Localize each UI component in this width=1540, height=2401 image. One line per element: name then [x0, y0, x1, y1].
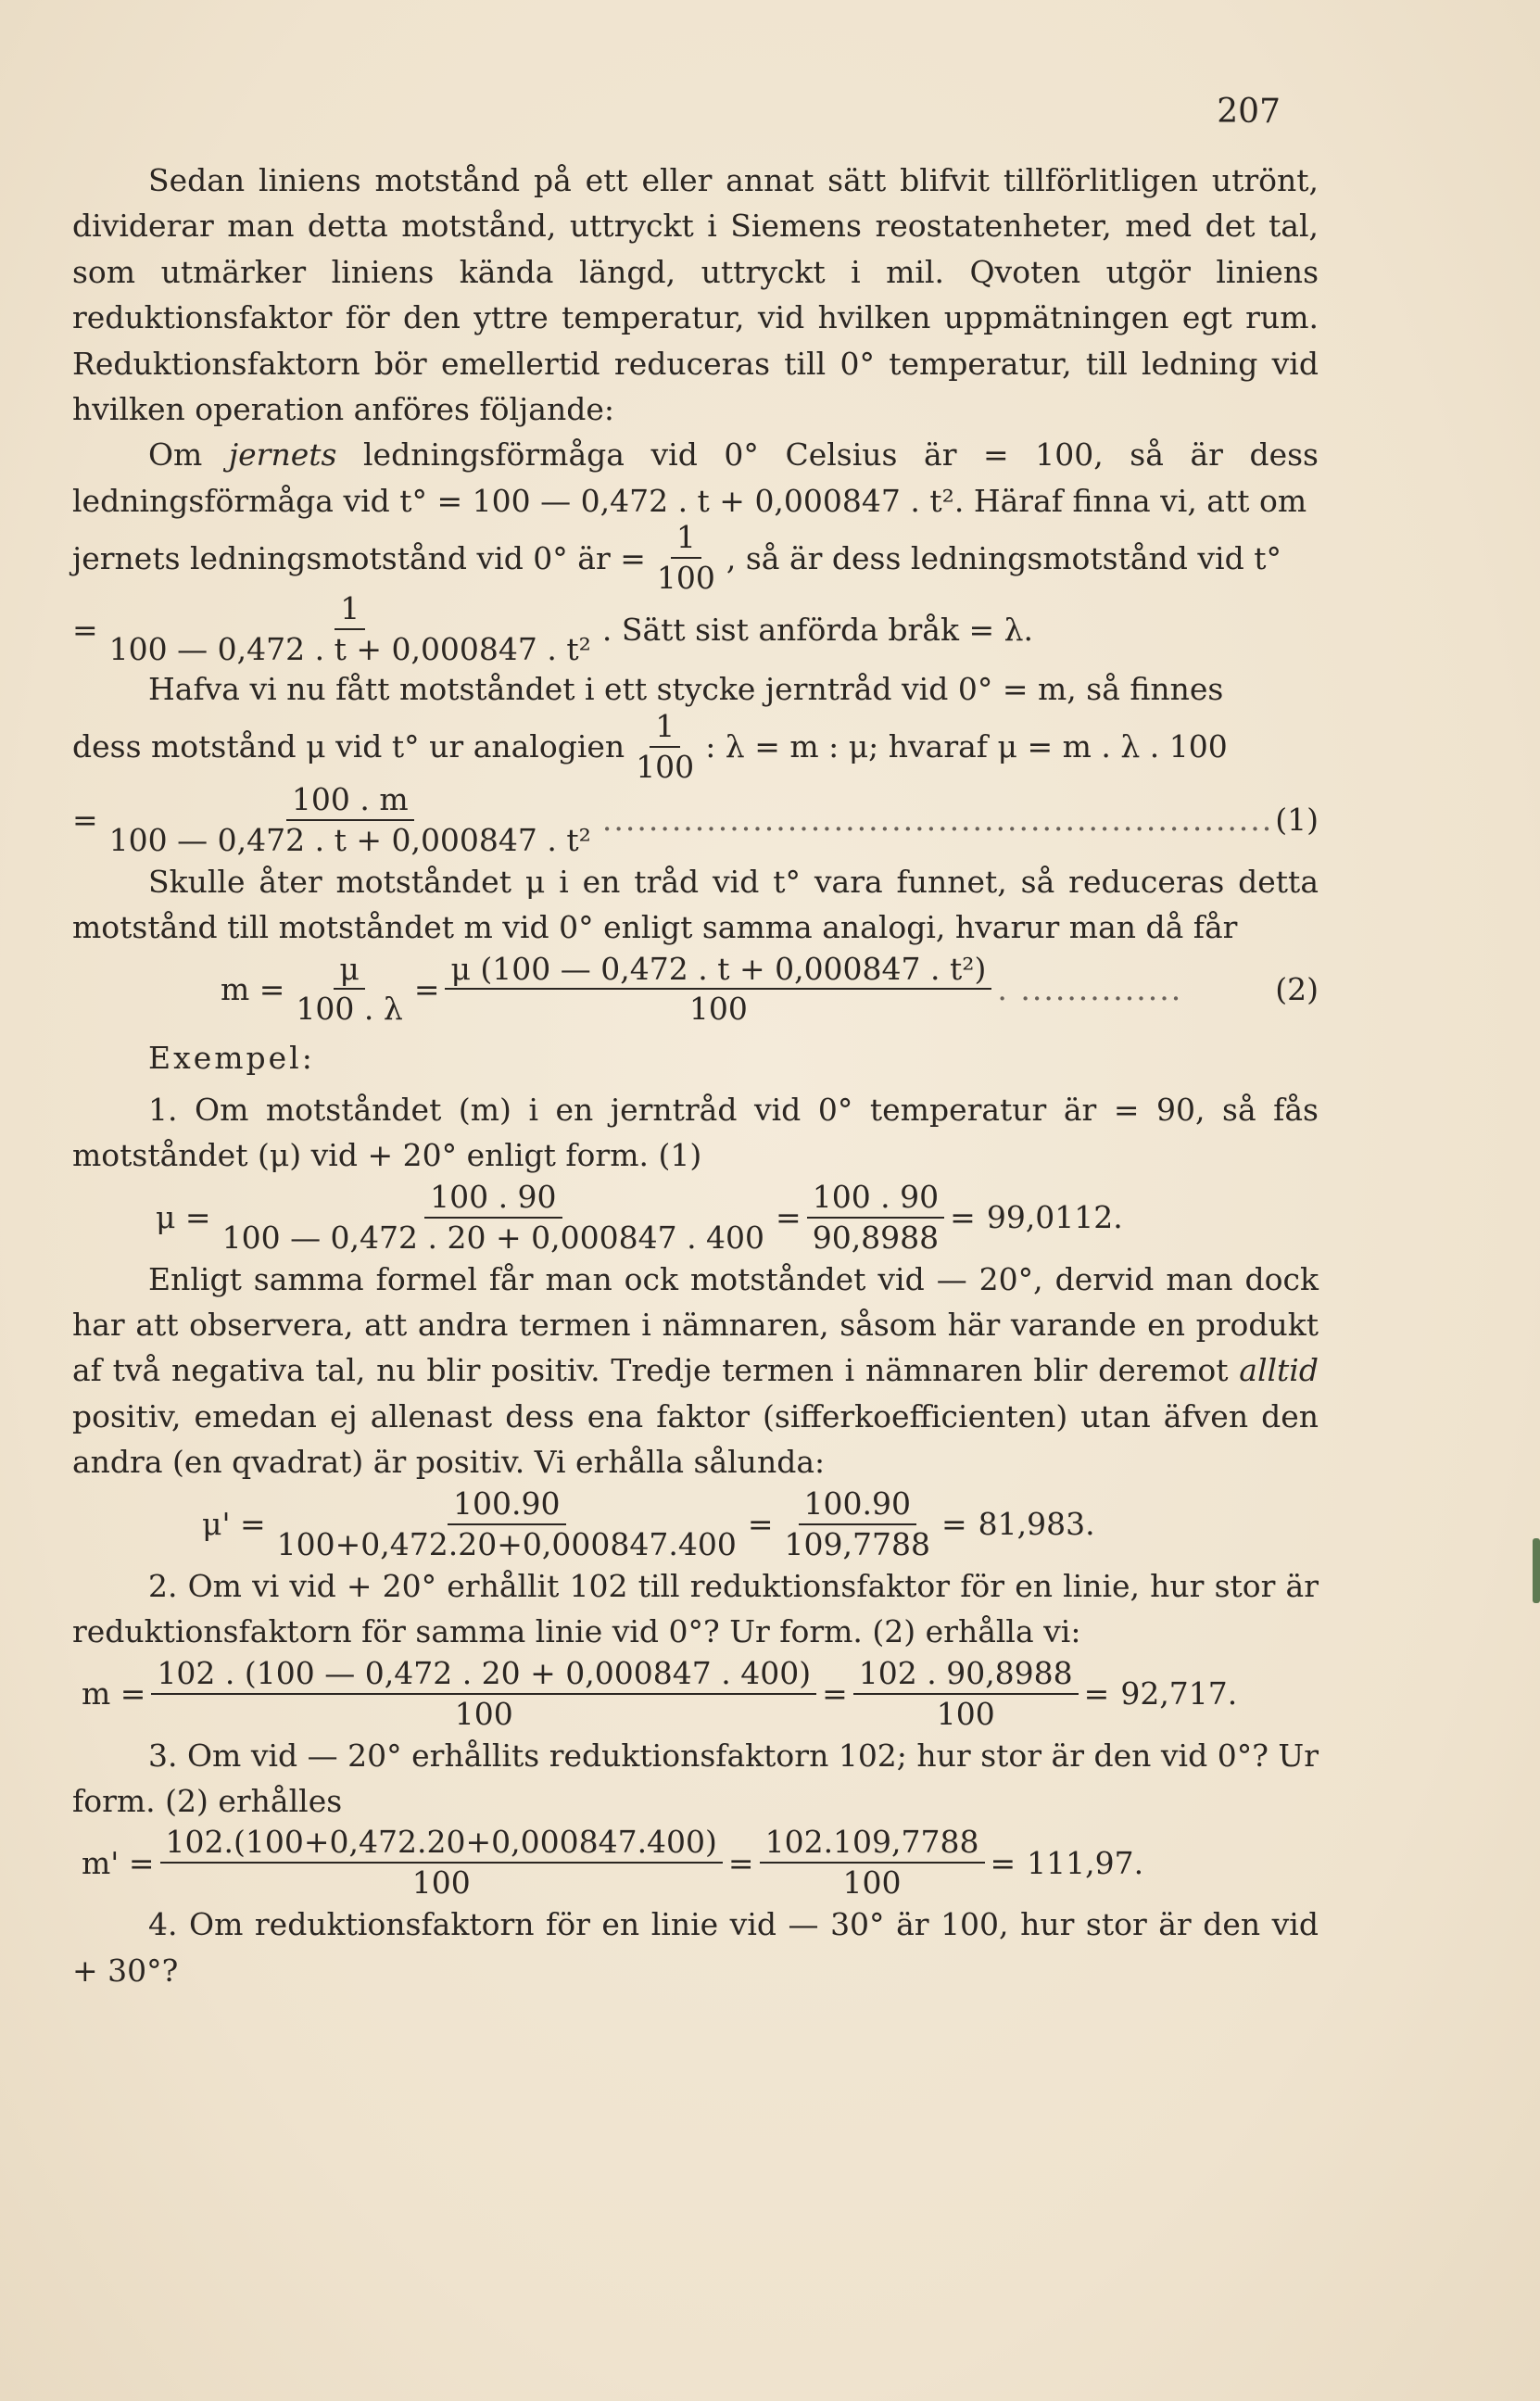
equals-sign: =	[72, 801, 98, 838]
fraction-numerator: 100 . m	[286, 782, 414, 821]
fraction-numerator: 100 . 90	[807, 1180, 944, 1219]
fraction-formula-2	[445, 952, 991, 1028]
fraction-1	[271, 1486, 742, 1562]
fraction-mu-over-lambda	[290, 952, 408, 1028]
fraction-numerator: 102.109,7788	[760, 1825, 985, 1864]
text-rest: ledningsförmåga vid 0° Celsius är = 100, så är dess ledningsförmåga vid t° = 100 — 0,472 . t + 0,000847 . t². Häraf finna vi, att om	[72, 436, 1319, 519]
fraction-numerator: μ (100 — 0,472 . t + 0,000847 . t²)	[445, 952, 991, 991]
equals-sign: =	[727, 1844, 754, 1881]
formula-1	[72, 781, 1319, 859]
fraction-numerator: 100.90	[448, 1486, 565, 1525]
italic-jernets: jernets	[228, 436, 337, 474]
equals-sign: =	[776, 1198, 802, 1235]
formula-lhs: m =	[221, 970, 285, 1007]
paragraph-reduce-back: Skulle åter motståndet μ i en tråd vid t° vara funnet, så reduceras detta motstånd till motståndet m vid 0° enligt samma analogi, hvarur man då får	[72, 863, 1319, 946]
fraction-denominator: 100	[454, 1695, 513, 1732]
equation-number-1: (1)	[1275, 801, 1319, 838]
fraction-numerator: 102.(100+0,472.20+0,000847.400)	[160, 1825, 723, 1864]
fraction-1	[217, 1180, 770, 1256]
fraction-numerator: 1	[335, 591, 365, 630]
fraction-numerator: 1	[650, 709, 680, 748]
fraction-denominator: 100	[842, 1864, 902, 1902]
fraction-numerator: 1	[671, 520, 701, 559]
text-pre: jernets ledningsmotstånd vid 0° är =	[72, 539, 646, 576]
text-pre: dess motstånd μ vid t° ur analogien	[72, 727, 625, 765]
fraction-lambda	[104, 591, 597, 667]
text-post: , så är dess ledningsmotstånd vid t°	[726, 539, 1281, 576]
result-value: 92,717.	[1120, 1674, 1238, 1712]
line-analogy	[72, 707, 1319, 785]
heading-exempel: Exempel:	[148, 1040, 315, 1077]
page-edge-mark	[1533, 1538, 1540, 1603]
page-number: 207	[1217, 93, 1281, 131]
fraction-denominator: 100 . λ	[296, 991, 403, 1028]
equals-sign: =	[413, 970, 440, 1007]
result-value: 99,0112.	[986, 1198, 1123, 1235]
fraction-numerator: 102 . (100 — 0,472 . 20 + 0,000847 . 400)	[151, 1656, 816, 1695]
example-2-formula	[72, 1655, 1319, 1733]
fraction-one-hundredth	[651, 520, 721, 596]
line-resistance-at-zero	[72, 519, 1319, 597]
fraction-denominator: 100	[411, 1864, 471, 1902]
fraction-denominator: 100 — 0,472 . t + 0,000847 . t²	[108, 821, 591, 858]
equals-sign: =	[822, 1674, 848, 1712]
example-4-text: 4. Om reduktionsfaktorn för en linie vid — 30° är 100, hur stor är den vid + 30°?	[72, 1906, 1319, 1989]
example-1-formula	[72, 1179, 1319, 1257]
fraction-numerator: 102 . 90,8988	[853, 1656, 1079, 1695]
fraction-denominator: 100 — 0,472 . 20 + 0,000847 . 400	[221, 1219, 765, 1256]
leader-dots: ..........................................................	[601, 801, 1274, 838]
equals-sign: =	[747, 1506, 774, 1542]
fraction-denominator: 90,8988	[812, 1219, 940, 1256]
fraction-denominator: 100+0,472.20+0,000847.400	[276, 1525, 737, 1562]
equals-sign: =	[72, 611, 98, 648]
fraction-denominator: 100	[656, 560, 715, 597]
text-post: : λ = m : μ; hvaraf μ = m . λ . 100	[705, 727, 1228, 765]
paragraph-intro: Sedan liniens motstånd på ett eller annat sätt blifvit tillförlitligen utrönt, dividerar man detta motstånd, uttryckt i Siemens reostatenheter, med det tal, som utmärker liniens kända längd, uttryckt i mil. Qvoten utgör liniens reduktionsfaktor för den yttre temperatur, vid hvilken uppmätningen egt rum. Reduktionsfaktorn bör emellertid reduceras till 0° temperatur, till ledning vid hvilken operation anföres följande:	[72, 162, 1319, 428]
paragraph-resistance-m: Hafva vi nu fått motståndet i ett stycke jerntråd vid 0° = m, så finnes	[148, 671, 1224, 708]
fraction-2	[853, 1656, 1079, 1732]
fraction-1	[160, 1825, 723, 1901]
equals-sign: =	[990, 1844, 1016, 1881]
fraction-denominator: 100	[688, 991, 748, 1028]
fraction-numerator: μ	[334, 952, 364, 991]
text-before: Enligt samma formel får man ock motståndet vid — 20°, dervid man dock har att observera, att andra termen i nämnaren, såsom här varande en produkt af två negativa tal, nu blir positiv. Tredje termen i nämnaren blir deremot	[72, 1260, 1319, 1389]
example-1-followup	[72, 1257, 1319, 1485]
text-lead: Om	[148, 436, 229, 474]
formula-2	[72, 950, 1319, 1028]
italic-alltid: alltid	[1239, 1352, 1319, 1389]
fraction-denominator: 100	[636, 748, 695, 785]
equals-sign: =	[940, 1506, 967, 1542]
example-1-text: 1. Om motståndet (m) i en jerntråd vid 0° temperatur är = 90, så fås motståndet (μ) vid + 20° enligt form. (1)	[72, 1091, 1319, 1174]
result-value: 81,983.	[978, 1506, 1095, 1542]
fraction-denominator: 100	[936, 1695, 995, 1732]
formula-lhs: m' =	[82, 1844, 155, 1881]
fraction-1	[151, 1656, 816, 1732]
result-value: 111,97.	[1027, 1844, 1144, 1881]
example-1b-formula	[72, 1485, 1319, 1563]
fraction-2	[760, 1825, 985, 1901]
text-after: positiv, emedan ej allenast dess ena faktor (sifferkoefficienten) utan äfven den andra (en qvadrat) är positiv. Vi erhålla sålunda:	[72, 1397, 1319, 1481]
example-3-text: 3. Om vid — 20° erhållits reduktionsfaktorn 102; hur stor är den vid 0°? Ur form. (2) erhålles	[72, 1737, 1319, 1819]
example-3-formula	[72, 1824, 1319, 1902]
text-post: . Sätt sist anförda bråk = λ.	[601, 611, 1034, 648]
fraction-denominator: 109,7788	[784, 1525, 930, 1562]
fraction-numerator: 100.90	[799, 1486, 916, 1525]
fraction-2	[779, 1486, 936, 1562]
paragraph-conductivity	[72, 432, 1319, 524]
equals-sign: =	[950, 1198, 976, 1235]
formula-lhs: μ' =	[202, 1506, 266, 1542]
fraction-2	[807, 1180, 944, 1256]
fraction-denominator: 100 — 0,472 . t + 0,000847 . t²	[108, 631, 591, 668]
page-body	[72, 158, 1319, 1993]
fraction-formula-1	[104, 782, 597, 858]
equals-sign: =	[1083, 1674, 1110, 1712]
line-lambda-definition	[72, 592, 1319, 666]
example-2-text: 2. Om vi vid + 20° erhållit 102 till reduktionsfaktor för en linie, hur stor är reduktionsfaktorn för samma linie vid 0°? Ur form. (2) erhålla vi:	[72, 1567, 1319, 1650]
fraction-numerator: 100 . 90	[424, 1180, 562, 1219]
leader-dots: . ..............	[997, 970, 1183, 1007]
equation-number-2: (2)	[1275, 970, 1319, 1007]
formula-lhs: μ =	[156, 1198, 211, 1235]
fraction-one-hundredth	[630, 709, 700, 785]
formula-lhs: m =	[82, 1674, 146, 1712]
